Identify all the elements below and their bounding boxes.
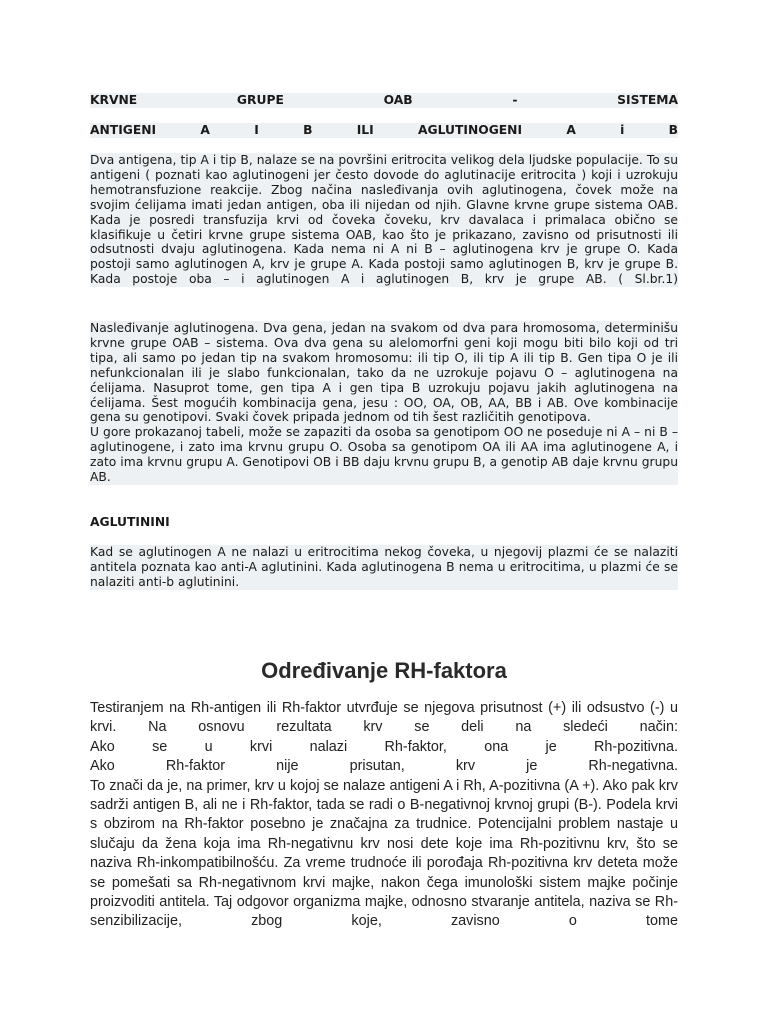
paragraph-antigens	[90, 153, 678, 287]
heading-antigens: ANTIGENI A I B ILI AGLUTINOGENI A i B	[90, 123, 678, 137]
heading-agglutinins: AGLUTININI	[90, 515, 170, 529]
paragraph-text: Nasleđivanje aglutinogena. Dva gena, jedan na svakom od dva para hromosoma, determinišu krvne grupe OAB – sistema. Ova dva gena su alelomorfni geni koji mogu biti bilo koji od tri tipa, ali samo po jedan tip na svakom hromosomu: ili tip O, ili tip A ili tip B. Gen tipa O je ili nefunkcionalan ili je slabo funkcionalan, tako da ne uzrokuje pojavu O – aglutinogena na ćelijama. Nasuprot tome, gen tipa A i gen tipa B uzrokuju pojavu jakih aglutinogena na ćelijama. Šest mogućih kombinacija gena, jesu : OO, OA, OB, AA, BB i AB. Ove kombinacije gena su genotipovi. Svaki čovek pripada jednom od tih šest različitih genotipova.	[90, 321, 678, 425]
paragraph-agglutinins	[90, 545, 678, 590]
heading-blood-groups: KRVNE GRUPE OAB - SISTEMA	[90, 93, 678, 107]
paragraph-inheritance	[90, 321, 678, 485]
rh-line: Ako se u krvi nalazi Rh-faktor, ona je Rh-pozitivna.	[90, 738, 678, 755]
rh-line: Ako Rh-faktor nije prisutan, krv je Rh-negativna.	[90, 758, 678, 775]
paragraph-text: U gore prokazanoj tabeli, može se zapaziti da osoba sa genotipom OO ne poseduje ni A – ni B – aglutinogene, i zato ima krvnu grupu O. Osoba sa genotipom OA ili AA ima aglutinogene A, i zato ima krvnu grupu A. Genotipovi OB i BB daju krvnu grupu B, a genotip AB daje krvnu grupu AB.	[90, 425, 678, 485]
rh-paragraph: To znači da je, na primer, krv u kojoj se nalaze antigeni A i Rh, A-pozitivna (A +). Ako pak krv sadrži antigen B, ali ne i Rh-faktor, tada se radi o B-negativnoj krvnoj grupi (B-). Podela krvi s obzirom na Rh-faktor posebno je značajna za trudnice. Potencijalni problem nastaje u slučaju da žena koja ima Rh-negativnu krv nosi dete koje ima Rh-pozitivnu krv, što se naziva Rh-inkompatibilnošću. Za vreme trudnoće ili porođaja Rh-pozitivna krv deteta može se pomešati sa Rh-negativnom krvi majke, nakon čega imunološki sistem majke počinje proizvoditi antitela. Taj odgovor organizma majke, odnosno stvaranje antitela, naziva se Rh-senzibilizacije, zbog koje, zavisno o tome	[90, 777, 678, 930]
paragraph-text: Kad se aglutinogen A ne nalazi u eritrocitima nekog čoveka, u njegovij plazmi će se nalaziti antitela poznata kao anti-A aglutinini. Kada aglutinogena B nema u eritrocitima, u plazmi će se nalaziti anti-b aglutinini.	[90, 545, 678, 589]
rh-line: Testiranjem na Rh-antigen ili Rh-faktor utvrđuje se njegova prisutnost (+) ili odsustvo (-) u krvi. Na osnovu rezultata krv se deli na sledeći način:	[90, 700, 678, 736]
rh-section-body	[90, 699, 678, 932]
paragraph-text: Dva antigena, tip A i tip B, nalaze se na površini eritrocita velikog dela ljudske populacije. To su antigeni ( poznati kao aglutinogeni jer često dovode do aglutinacije eritrocita ) koji i uzrokuju hemotransfuzione reakcije. Zbog načina nasleđivanja ovih aglutinogena, čovek može na svojim ćelijama imati jedan antigen, oba ili nijedan od njih. Glavne krvne grupe sistema OAB. Kada je posredi transfuzija krvi od čoveka čoveku, krv davalaca i primalaca obično se klasifikuje u četiri krvne grupe sistema OAB, kao što je prikazano, zavisno od prisutnosti ili odsutnosti dvaju aglutinogena. Kada nema ni A ni B – aglutinogena krv je grupe O. Kada postoji samo aglutinogen A, krv je grupe A. Kada postoji samo aglutinogen B, krv je grupe B. Kada postoje oba – i aglutinogen A i aglutinogen B, krv je grupe AB. ( Sl.br.1)	[90, 153, 678, 287]
section-title-rh: Određivanje RH-faktora	[261, 658, 507, 683]
